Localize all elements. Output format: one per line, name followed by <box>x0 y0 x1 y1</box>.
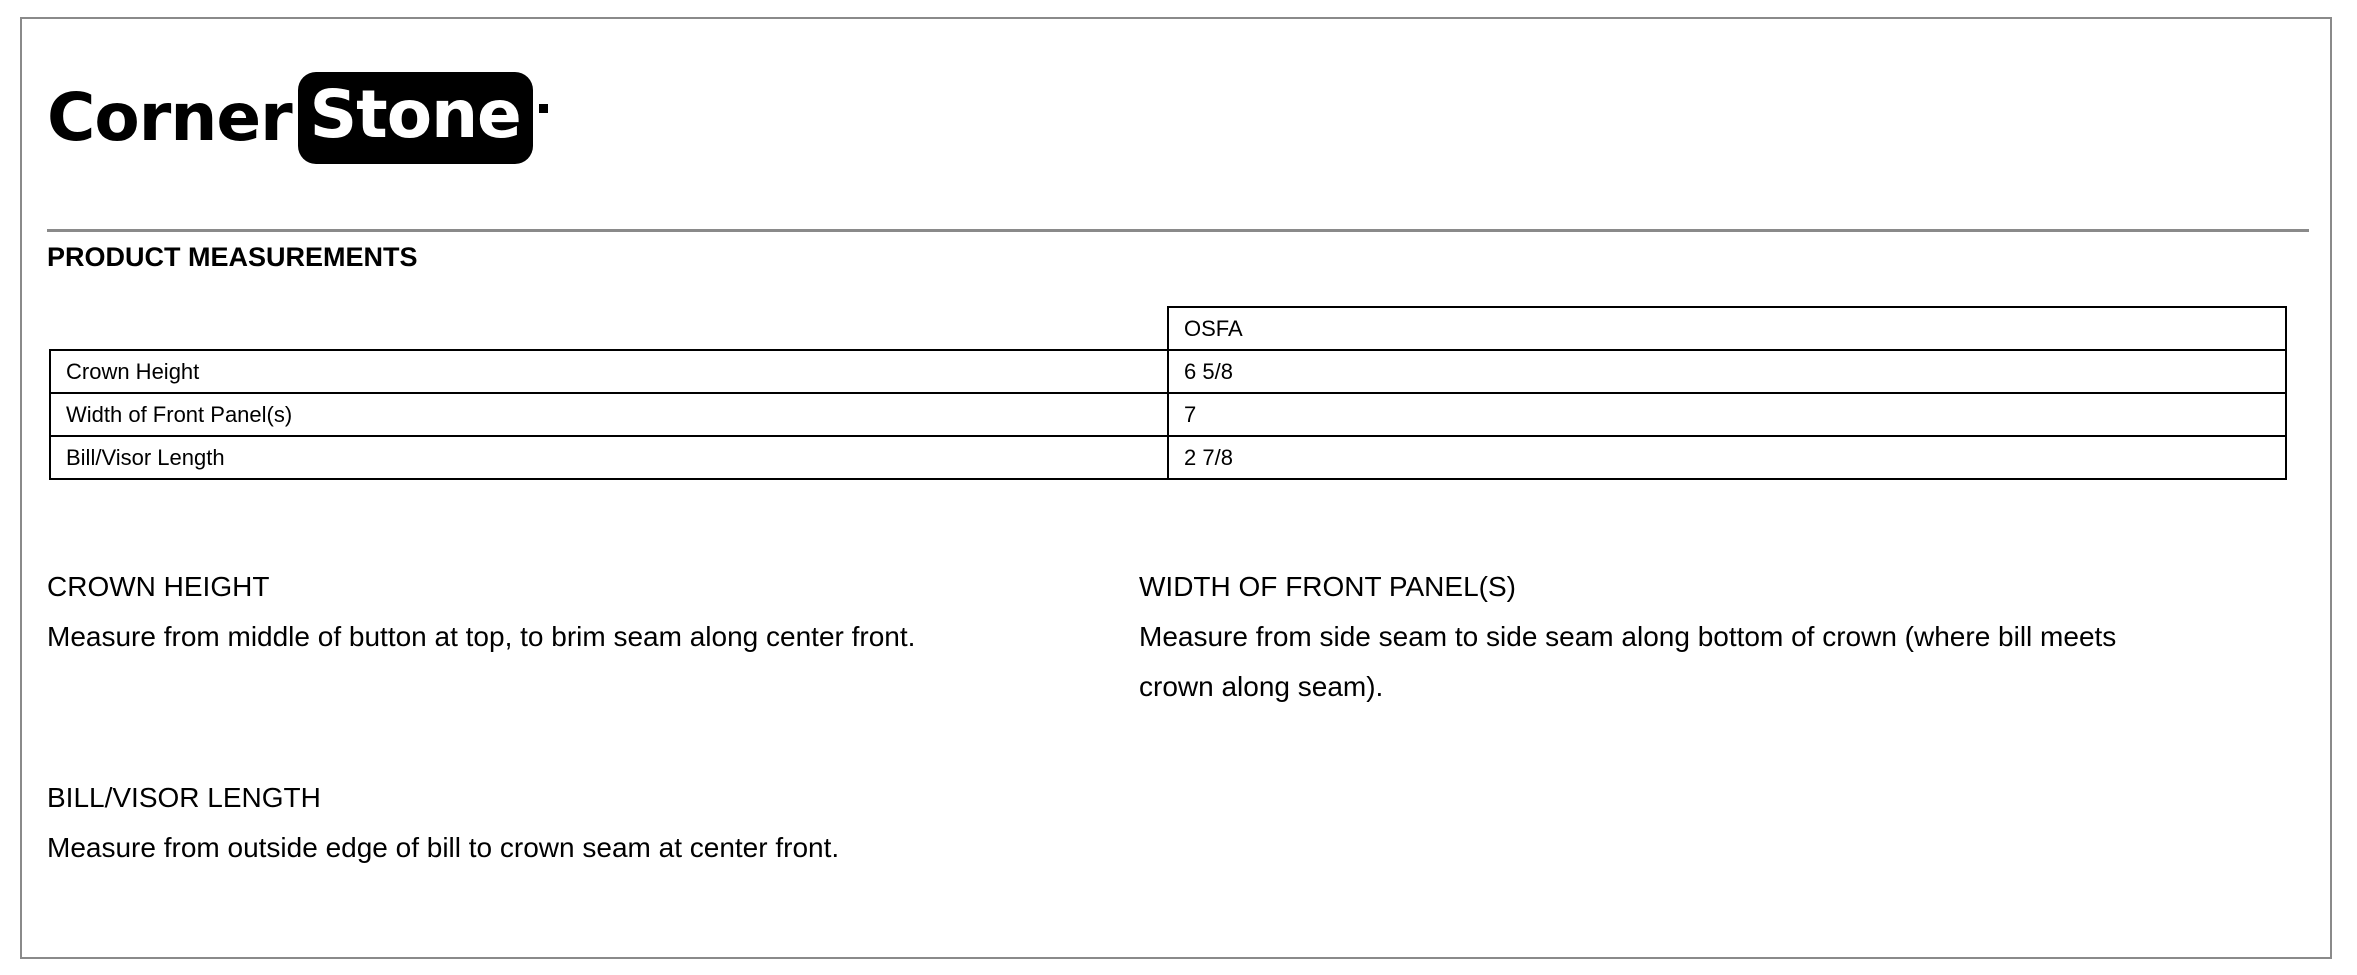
front-panel-width-description <box>1139 562 2119 712</box>
table-row <box>50 393 2286 436</box>
bill-visor-length-description <box>47 773 1107 873</box>
row-value: 7 <box>1168 393 2286 436</box>
row-label: Crown Height <box>50 350 1168 393</box>
table-row <box>50 350 2286 393</box>
cornerstone-logo <box>47 66 548 170</box>
description-text: Measure from middle of button at top, to brim seam along center front. <box>47 621 916 652</box>
row-value: 2 7/8 <box>1168 436 2286 479</box>
table-header-row <box>50 307 2286 350</box>
description-heading: WIDTH OF FRONT PANEL(S) <box>1139 571 1516 602</box>
crown-height-description <box>47 562 1107 662</box>
logo-word-corner: Corner <box>47 79 292 156</box>
logo-dot-icon <box>539 104 548 113</box>
logo-word-stone: Stone <box>298 72 533 164</box>
table-row <box>50 436 2286 479</box>
table-header-blank <box>50 307 1168 350</box>
table-header-size: OSFA <box>1168 307 2286 350</box>
description-heading: CROWN HEIGHT <box>47 571 270 602</box>
row-label: Width of Front Panel(s) <box>50 393 1168 436</box>
row-label: Bill/Visor Length <box>50 436 1168 479</box>
section-title: PRODUCT MEASUREMENTS <box>47 242 418 272</box>
description-text: Measure from outside edge of bill to crown seam at center front. <box>47 832 840 863</box>
description-heading: BILL/VISOR LENGTH <box>47 782 321 813</box>
measurements-table <box>49 306 2287 480</box>
header-divider <box>47 229 2309 232</box>
description-text: Measure from side seam to side seam along bottom of crown (where bill meets crown along seam). <box>1139 621 2117 702</box>
row-value: 6 5/8 <box>1168 350 2286 393</box>
